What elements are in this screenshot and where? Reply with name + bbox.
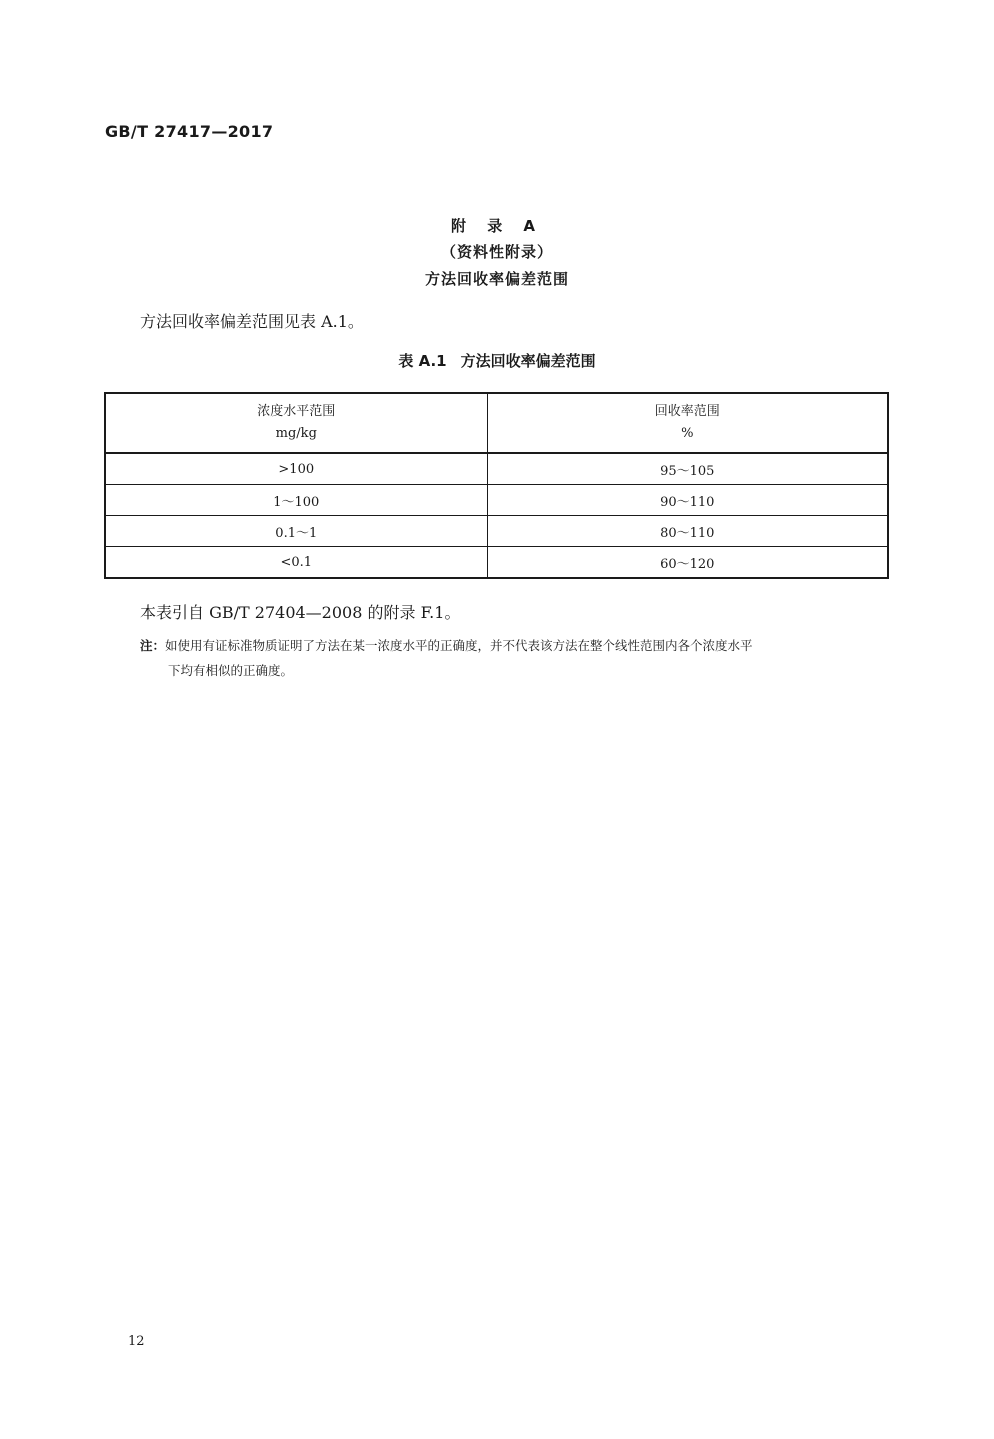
- table-label: 表 A.1: [398, 352, 447, 370]
- intro-paragraph: 方法回收率偏差范围见表 A.1。: [140, 312, 364, 331]
- concentration-cell: <0.1: [105, 547, 487, 579]
- recovery-cell: 95～105: [487, 453, 888, 485]
- table-row: [105, 453, 888, 485]
- table-title-text: 方法回收率偏差范围: [460, 352, 596, 370]
- appendix-name: 方法回收率偏差范围: [424, 270, 569, 288]
- note-label: 注：: [140, 638, 166, 653]
- appendix-type: （资料性附录）: [440, 243, 553, 261]
- table-row: [105, 547, 888, 579]
- header-concentration-unit: mg/kg: [275, 426, 317, 441]
- header-recovery: [487, 393, 888, 453]
- note: [140, 633, 892, 683]
- table-row: [105, 516, 888, 547]
- page-number: 12: [128, 1334, 145, 1349]
- concentration-cell: 0.1～1: [105, 516, 487, 547]
- header-recovery-unit: %: [681, 426, 694, 441]
- recovery-rate-table: [104, 392, 889, 579]
- appendix-title: 附 录 A: [450, 217, 544, 235]
- note-line-2: 下均有相似的正确度。: [168, 663, 294, 678]
- recovery-cell: 60～120: [487, 547, 888, 579]
- recovery-cell: 80～110: [487, 516, 888, 547]
- table-source-text: 本表引自 GB/T 27404—2008 的附录 F.1。: [140, 603, 461, 622]
- table-caption: [0, 350, 994, 371]
- header-concentration: [105, 393, 487, 453]
- header-recovery-name: 回收率范围: [654, 404, 720, 419]
- note-line-1: 如使用有证标准物质证明了方法在某一浓度水平的正确度，并不代表该方法在整个线性范围内各个浓度水平: [165, 638, 753, 653]
- concentration-cell: 1～100: [105, 485, 487, 516]
- concentration-cell: >100: [105, 453, 487, 485]
- table-row: [105, 485, 888, 516]
- header-concentration-name: 浓度水平范围: [257, 404, 336, 419]
- recovery-cell: 90～110: [487, 485, 888, 516]
- table-header-row: [105, 393, 888, 453]
- standard-number: GB/T 27417—2017: [105, 122, 274, 141]
